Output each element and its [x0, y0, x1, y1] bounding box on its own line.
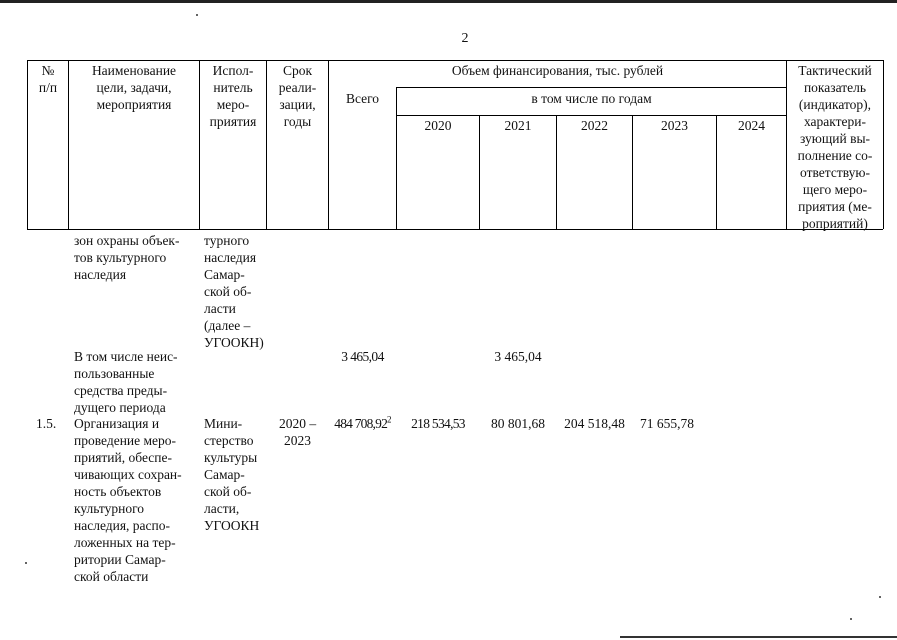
row-name: Организация и проведение меро- приятий, обеспе- чивающих сохран- ность объектов культурного наследия, распо- ложенных на тер- ритории Самар- ской области [74, 416, 182, 584]
row-executor: Мини- стерство культуры Самар- ской об- ласти, УГООКН [204, 416, 260, 533]
scan-speck [196, 14, 198, 16]
header-year-2020: 2020 [424, 118, 452, 133]
header-name: Наименование цели, задачи, мероприятия [91, 63, 177, 112]
row-executor: турного наследия Самар- ской об- ласти (далее – УГООКН) [204, 233, 264, 350]
row-term: 2020 – 2023 [278, 416, 317, 448]
row-2021: 3 465,04 [494, 349, 542, 364]
header-funding: Объем финансирования, тыс. рублей [451, 63, 664, 78]
header-term: Срок реали- зации, годы [278, 63, 317, 129]
top-border [0, 0, 897, 3]
row-total [329, 415, 396, 432]
scan-speck [25, 562, 27, 564]
header-year-2024: 2024 [738, 118, 765, 133]
header-executor: Испол- нитель меро- приятия [209, 63, 257, 129]
row-num: 1.5. [36, 416, 57, 431]
bottom-border [620, 636, 897, 638]
row-name: зон охраны объек- тов культурного наследия [74, 233, 180, 282]
header-year-2022: 2022 [581, 118, 608, 133]
row-2022: 204 518,48 [564, 416, 625, 431]
header-by-years: в том числе по годам [531, 91, 652, 106]
row-2020: 218 534,53 [411, 416, 465, 431]
row-name: В том числе неис- пользованные средства преды- дущего периода [74, 349, 178, 415]
row-total: 3 465,04 [341, 349, 384, 364]
scan-speck [879, 596, 881, 598]
page-number: 2 [461, 31, 469, 46]
row-2023: 71 655,78 [640, 416, 694, 431]
header-year-2021: 2021 [504, 118, 532, 133]
header-year-2023: 2023 [661, 118, 688, 133]
scan-speck [850, 618, 852, 620]
row-total-footnote: 2 [387, 414, 391, 425]
row-total-value: 484 708,92 [334, 416, 388, 431]
header-num: № п/п [38, 63, 58, 95]
row-2021: 80 801,68 [491, 416, 545, 431]
header-indicator: Тактический показатель (индикатор), характери- зующий вы- полнение со- ответствую- щего меро- приятия (ме- роприятий) [797, 63, 873, 231]
header-total: Всего [345, 91, 380, 106]
